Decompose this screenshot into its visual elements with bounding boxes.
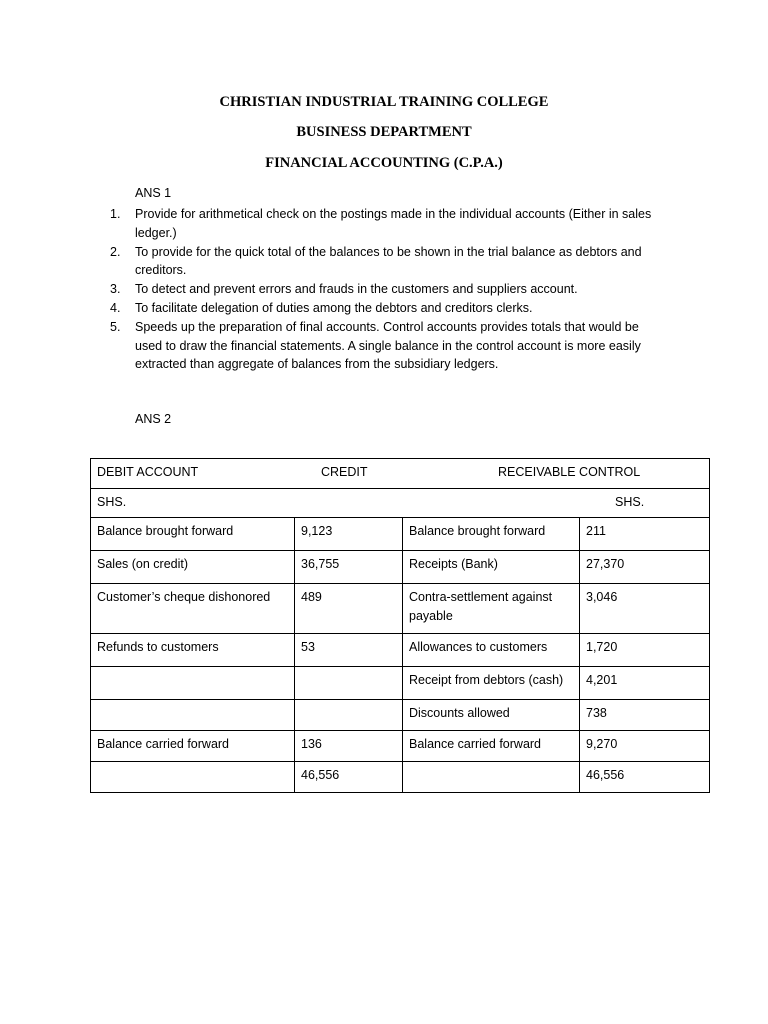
debit-amount: 136: [295, 731, 403, 762]
table-row: [91, 667, 710, 700]
table-row: [91, 731, 710, 762]
list-number: 4.: [110, 300, 121, 315]
list-text: Provide for arithmetical check on the postings made in the individual accounts (Either in sales ledger.): [135, 207, 652, 240]
debit-amount: [295, 667, 403, 700]
ans1-list: [110, 205, 665, 374]
list-item: [110, 243, 665, 281]
credit-amount: 211: [580, 518, 710, 551]
ans2-label: ANS 2: [135, 412, 172, 426]
credit-item: [403, 762, 580, 793]
list-text: To detect and prevent errors and frauds in the customers and suppliers account.: [135, 282, 578, 297]
currency-row: [91, 489, 710, 518]
receivable-control-table: [90, 458, 710, 793]
list-text: To facilitate delegation of duties among the debtors and creditors clerks.: [135, 300, 533, 315]
list-number: 1.: [110, 207, 121, 221]
debit-account-heading: DEBIT ACCOUNT: [97, 465, 199, 479]
credit-amount: 738: [580, 700, 710, 731]
debit-amount: 36,755: [295, 551, 403, 584]
table-total-row: [91, 762, 710, 793]
table-header-cell: [91, 459, 710, 489]
credit-amount: 27,370: [580, 551, 710, 584]
debit-amount: 53: [295, 634, 403, 667]
debit-item: Customer’s cheque dishonored: [91, 584, 295, 634]
table-row: [91, 551, 710, 584]
debit-item: Refunds to customers: [91, 634, 295, 667]
credit-item: Balance carried forward: [403, 731, 580, 762]
currency-cell: [91, 489, 710, 518]
list-text: Speeds up the preparation of final accounts. Control accounts provides totals that would be used to draw the financial statements. A single balance in the control account is more easily extracted than aggregate of balances from the subsidiary ledgers.: [135, 319, 641, 372]
list-text: To provide for the quick total of the balances to be shown in the trial balance as debtors and creditors.: [135, 244, 642, 278]
ans1-label: ANS 1: [135, 186, 172, 200]
credit-item: Balance brought forward: [403, 518, 580, 551]
credit-total: 46,556: [580, 762, 710, 793]
debit-item: Sales (on credit): [91, 551, 295, 584]
credit-item: Receipts (Bank): [403, 551, 580, 584]
college-title: CHRISTIAN INDUSTRIAL TRAINING COLLEGE: [219, 94, 549, 110]
credit-item: Discounts allowed: [403, 700, 580, 731]
list-number: 2.: [110, 244, 121, 259]
list-item: [110, 299, 665, 318]
currency-left: SHS.: [97, 495, 127, 509]
list-number: 5.: [110, 319, 121, 334]
debit-item: Balance carried forward: [91, 731, 295, 762]
debit-amount: 489: [295, 584, 403, 634]
course-title: FINANCIAL ACCOUNTING (C.P.A.): [265, 155, 503, 171]
table-row: [91, 634, 710, 667]
table-header-row: [91, 459, 710, 489]
debit-total: 46,556: [295, 762, 403, 793]
receivable-control-heading: RECEIVABLE CONTROL: [498, 465, 641, 479]
debit-amount: [295, 700, 403, 731]
credit-amount: 4,201: [580, 667, 710, 700]
debit-item: Balance brought forward: [91, 518, 295, 551]
debit-amount: 9,123: [295, 518, 403, 551]
credit-amount: 3,046: [580, 584, 710, 634]
debit-item: [91, 667, 295, 700]
credit-item: Allowances to customers: [403, 634, 580, 667]
list-item: [110, 205, 665, 243]
table-row: [91, 700, 710, 731]
table-row: [91, 584, 710, 634]
list-item: [110, 280, 665, 299]
credit-item: Contra-settlement against payable: [403, 584, 580, 634]
debit-item: [91, 762, 295, 793]
department-title: BUSINESS DEPARTMENT: [296, 124, 472, 140]
table-row: [91, 518, 710, 551]
list-item: [110, 318, 665, 374]
credit-amount: 9,270: [580, 731, 710, 762]
debit-item: [91, 700, 295, 731]
list-number: 3.: [110, 282, 121, 297]
currency-right: SHS.: [615, 495, 645, 509]
credit-amount: 1,720: [580, 634, 710, 667]
credit-item: Receipt from debtors (cash): [403, 667, 580, 700]
credit-heading: CREDIT: [321, 465, 368, 479]
